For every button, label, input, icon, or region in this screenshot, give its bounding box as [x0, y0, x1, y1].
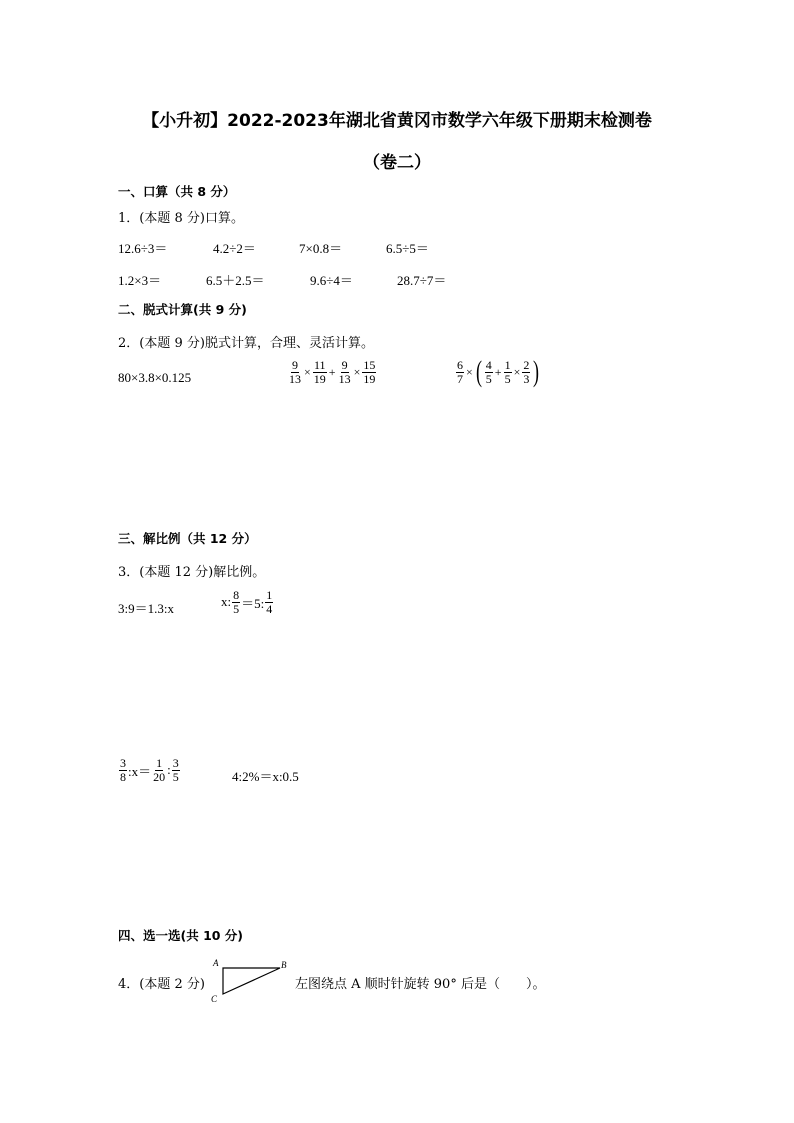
oral-calc-1-2: 4.2÷2＝ [213, 241, 256, 256]
question4-text: 左图绕点 A 顺时针旋转 90° 后是（ ）。 [295, 977, 546, 992]
fraction: $\frac{1}{20}$ [153, 756, 166, 784]
fraction: $\frac{15}{19}$ [363, 358, 376, 386]
vertex-label-b: B [281, 960, 287, 970]
question1-text: 1．(本题 8 分)口算。 [118, 211, 244, 226]
page-title: 【小升初】2022-2023年湖北省黄冈市数学六年级下册期末检测卷 [142, 111, 652, 131]
fraction: $\frac{8}{5}$ [233, 588, 240, 616]
oral-calc-2-4: 28.7÷7＝ [397, 273, 447, 288]
oral-calc-1-1: 12.6÷3＝ [118, 241, 168, 256]
oral-calc-2-2: 6.5＋2.5＝ [206, 273, 265, 288]
fraction: $\frac{3}{5}$ [172, 756, 179, 784]
vertex-label-c: C [211, 994, 218, 1004]
vertex-label-a: A [213, 958, 219, 968]
proportion-4: 4:2%＝x:0.5 [232, 769, 299, 784]
proportion-2: x: $\frac{8}{5}$ ＝5: $\frac{1}{4}$ [221, 588, 273, 616]
calc-expression-2: $\frac{9}{13}$ × $\frac{11}{19}$ + $\frac{9}{13}$ × $\frac{15}{19}$ [289, 358, 376, 386]
oral-calc-1-4: 6.5÷5＝ [386, 241, 429, 256]
fraction: $\frac{9}{13}$ [289, 358, 301, 386]
section1-heading: 一、口算（共 8 分） [118, 184, 236, 199]
page-subtitle: （卷二） [363, 153, 431, 173]
fraction: $\frac{11}{19}$ [313, 358, 326, 386]
triangle-figure [205, 956, 295, 1008]
proportion-1: 3:9＝1.3:x [118, 601, 174, 616]
triangle-shape [223, 968, 280, 994]
oral-calc-2-1: 1.2×3＝ [118, 273, 162, 288]
fraction: $\frac{1}{5}$ [504, 357, 511, 386]
question3-text: 3．(本题 12 分)解比例。 [118, 565, 266, 580]
question4-prefix: 4．(本题 2 分) [118, 977, 205, 992]
section2-heading: 二、脱式计算(共 9 分) [118, 302, 247, 317]
proportion-3: $\frac{3}{8}$ :x＝ $\frac{1}{20}$ : $\frac{3}{5}$ [120, 756, 179, 784]
question2-text: 2．(本题 9 分)脱式计算，合理、灵活计算。 [118, 336, 374, 351]
fraction: $\frac{4}{5}$ [485, 357, 492, 386]
fraction: $\frac{2}{3}$ [523, 357, 530, 386]
oral-calc-1-3: 7×0.8＝ [299, 241, 343, 256]
fraction: $\frac{3}{8}$ [120, 756, 126, 784]
calc-expression-3: $\frac{6}{7}$ × ( $\frac{4}{5}$ + $\frac{1}{5}$ × $\frac{2}{3}$ ) [457, 355, 540, 388]
fraction: $\frac{9}{13}$ [338, 358, 351, 386]
fraction: $\frac{6}{7}$ [457, 357, 463, 386]
section3-heading: 三、解比例（共 12 分） [118, 531, 257, 546]
calc-expression-1: 80×3.8×0.125 [118, 370, 192, 385]
section4-heading: 四、选一选(共 10 分) [118, 928, 244, 943]
oral-calc-2-3: 9.6÷4＝ [310, 273, 353, 288]
fraction: $\frac{1}{4}$ [266, 588, 273, 616]
